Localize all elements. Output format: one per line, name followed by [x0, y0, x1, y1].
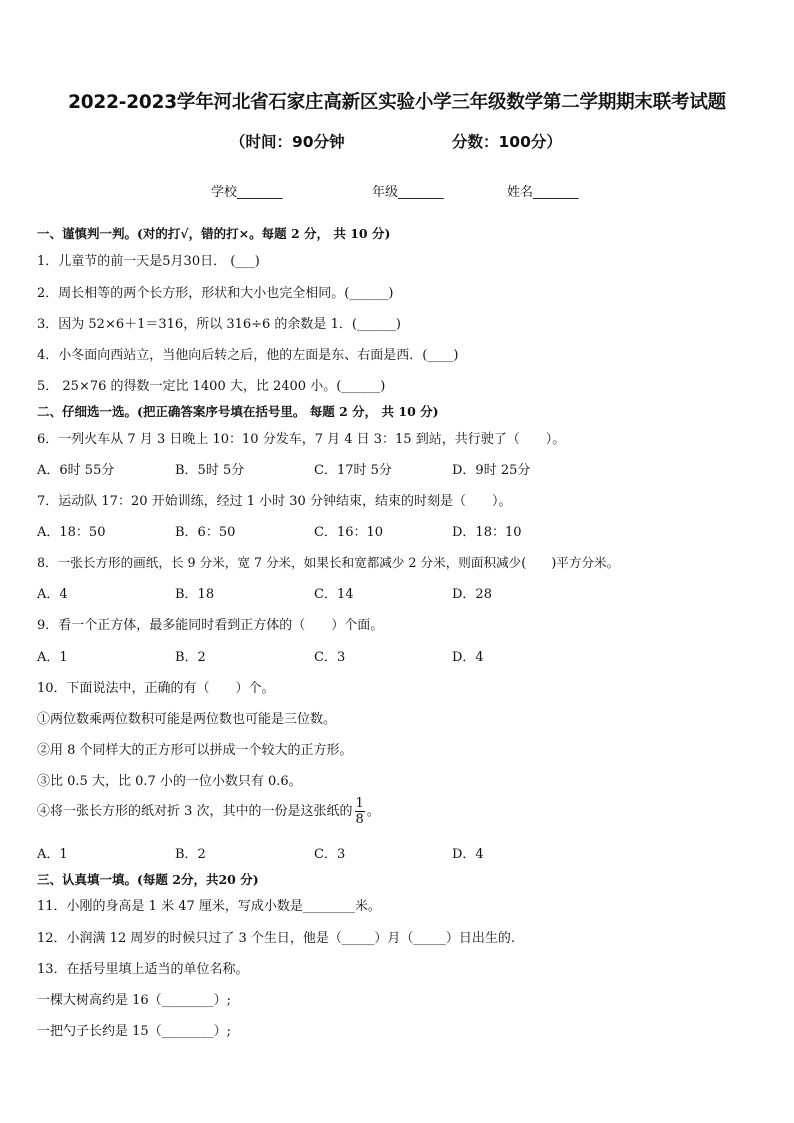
- question-10: 10．下面说法中，正确的有（ ）个。: [37, 681, 275, 696]
- total-score: 分数：100分）: [452, 133, 562, 151]
- question-7: 7．运动队 17：20 开始训练，经过 1 小时 30 分钟结束，结束的时刻是（ ）。: [37, 494, 512, 509]
- q6-option-c: C．17时 5分: [314, 463, 392, 478]
- q8-option-c: C．14: [314, 587, 354, 602]
- fraction-numerator: 1: [355, 796, 364, 811]
- section-heading-2: 二、仔细选一选。(把正确答案序号填在括号里。 每题 2 分， 共 10 分): [37, 404, 439, 419]
- q8-option-d: D．28: [452, 587, 492, 602]
- question-9: 9．看一个正方体，最多能同时看到正方体的（ ）个面。: [37, 618, 384, 633]
- fraction-denominator: 8: [355, 812, 364, 827]
- exam-title: 2022-2023学年河北省石家庄高新区实验小学三年级数学第二学期期末联考试题: [68, 92, 726, 113]
- question-1: 1．儿童节的前一天是5月30日． (___): [37, 254, 260, 269]
- question-4: 4．小冬面向西站立，当他向后转之后，他的左面是东、右面是西．(____): [37, 348, 459, 363]
- q9-option-c: C．3: [314, 650, 346, 665]
- q9-option-a: A．1: [37, 650, 68, 665]
- fraction-one-eighth: [355, 797, 365, 826]
- school-field: 学校_______: [211, 185, 283, 200]
- q13-item-tree: 一棵大树高约是 16（________）;: [37, 993, 232, 1008]
- q7-option-c: C．16：10: [314, 525, 384, 540]
- q8-option-a: A．4: [37, 587, 68, 602]
- section-heading-3: 三、认真填一填。(每题 2分，共20 分): [37, 872, 259, 887]
- name-field: 姓名_______: [507, 185, 579, 200]
- q7-option-a: A．18：50: [37, 525, 106, 540]
- q10-option-b: B．2: [175, 847, 206, 862]
- question-5: 5． 25×76 的得数一定比 1400 大，比 2400 小。(______): [37, 379, 386, 394]
- q13-item-spoon: 一把勺子长约是 15（________）;: [37, 1024, 232, 1039]
- q9-option-b: B．2: [175, 650, 206, 665]
- grade-field: 年级_______: [372, 185, 444, 200]
- question-8: 8．一张长方形的画纸，长 9 分米，宽 7 分米，如果长和宽都减少 2 分米，则面积减少( )平方分米。: [37, 555, 620, 570]
- q7-option-d: D．18：10: [452, 525, 522, 540]
- q10-option-a: A．1: [37, 847, 68, 862]
- q10-option-d: D．4: [452, 847, 484, 862]
- question-11: 11．小刚的身高是 1 米 47 厘米，写成小数是________米。: [37, 899, 381, 914]
- q10-statement-2: ②用 8 个同样大的正方形可以拼成一个较大的正方形。: [37, 743, 353, 758]
- q10-statement-4-end: 。: [366, 804, 380, 819]
- question-2: 2．周长相等的两个长方形，形状和大小也完全相同。(______): [37, 286, 394, 301]
- exam-subtitle: [230, 130, 562, 152]
- q10-statement-3: ③比 0.5 大，比 0.7 小的一位小数只有 0.6。: [37, 774, 302, 789]
- q10-statement-4-text: ④将一张长方形的纸对折 3 次，其中的一份是这张纸的: [37, 804, 353, 819]
- q8-option-b: B．18: [175, 587, 215, 602]
- section-heading-1: 一、谨慎判一判。(对的打√，错的打×。每题 2 分， 共 10 分): [37, 226, 391, 241]
- time-limit: （时间：90分钟: [230, 133, 345, 151]
- question-6: 6．一列火车从 7 月 3 日晚上 10：10 分发车，7 月 4 日 3：15 到站，共行驶了（ ）。: [37, 432, 566, 447]
- question-13: 13．在括号里填上适当的单位名称。: [37, 962, 249, 977]
- q6-option-d: D．9时 25分: [452, 463, 531, 478]
- q10-statement-4: [37, 797, 380, 826]
- q9-option-d: D．4: [452, 650, 484, 665]
- question-12: 12．小润满 12 周岁的时候只过了 3 个生日，他是（_____）月（_____）日出生的.: [37, 931, 516, 946]
- q6-option-a: A．6时 55分: [37, 463, 115, 478]
- question-3: 3．因为 52×6＋1＝316，所以 316÷6 的余数是 1．(______): [37, 317, 401, 332]
- q6-option-b: B．5时 5分: [175, 463, 245, 478]
- q10-statement-1: ①两位数乘两位数积可能是两位数也可能是三位数。: [37, 712, 337, 727]
- q10-option-c: C．3: [314, 847, 346, 862]
- q7-option-b: B．6：50: [175, 525, 236, 540]
